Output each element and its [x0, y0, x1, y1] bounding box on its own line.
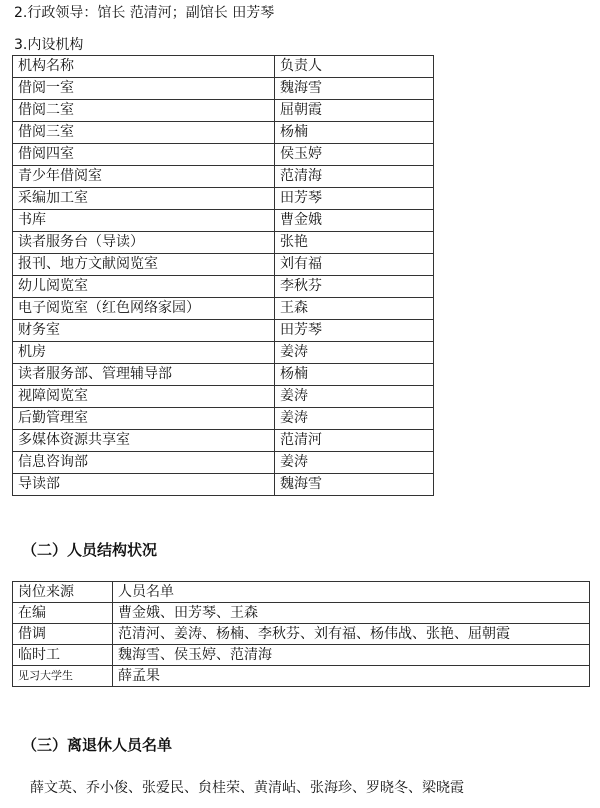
table-cell: 魏海雪 [275, 78, 434, 100]
table-cell: 见习大学生 [13, 666, 113, 687]
table-cell: 临时工 [13, 645, 113, 666]
org-table-row [13, 386, 434, 408]
table-cell: 薛孟果 [113, 666, 590, 687]
org-table-row [13, 342, 434, 364]
table-cell: 借阅二室 [13, 100, 275, 122]
staff-table [12, 581, 590, 687]
table-cell: 姜涛 [275, 342, 434, 364]
retired-staff-heading: （三）离退休人员名单 [22, 736, 173, 754]
table-cell: 借阅三室 [13, 122, 275, 144]
table-cell: 田芳琴 [275, 188, 434, 210]
org-table-row [13, 298, 434, 320]
table-cell: 杨楠 [275, 364, 434, 386]
table-cell: 读者服务台（导读） [13, 232, 275, 254]
table-cell: 借阅一室 [13, 78, 275, 100]
table-cell: 范清河 [275, 430, 434, 452]
table-cell: 刘有福 [275, 254, 434, 276]
org-table-row [13, 100, 434, 122]
column-header: 负责人 [275, 56, 434, 78]
table-cell: 曹金娥、田芳琴、王森 [113, 603, 590, 624]
table-cell: 导读部 [13, 474, 275, 496]
table-cell: 范清河、姜涛、杨楠、李秋芬、刘有福、杨伟战、张艳、屈朝霞 [113, 624, 590, 645]
org-table-header-row [13, 56, 434, 78]
table-cell: 机房 [13, 342, 275, 364]
table-cell: 杨楠 [275, 122, 434, 144]
org-table-row [13, 408, 434, 430]
org-table [12, 55, 434, 496]
org-table-row [13, 364, 434, 386]
org-table-row [13, 166, 434, 188]
org-table-row [13, 144, 434, 166]
table-cell: 魏海雪 [275, 474, 434, 496]
org-table-row [13, 122, 434, 144]
internal-institutions-heading: 3.内设机构 [14, 37, 84, 53]
org-table-row [13, 232, 434, 254]
table-cell: 读者服务部、管理辅导部 [13, 364, 275, 386]
org-table-row [13, 78, 434, 100]
staff-table-header-row [13, 582, 590, 603]
table-cell: 电子阅览室（红色网络家园） [13, 298, 275, 320]
table-cell: 信息咨询部 [13, 452, 275, 474]
table-cell: 姜涛 [275, 408, 434, 430]
table-cell: 视障阅览室 [13, 386, 275, 408]
table-cell: 报刊、地方文献阅览室 [13, 254, 275, 276]
column-header: 岗位来源 [13, 582, 113, 603]
table-cell: 田芳琴 [275, 320, 434, 342]
table-cell: 范清海 [275, 166, 434, 188]
table-cell: 借调 [13, 624, 113, 645]
org-table-row [13, 254, 434, 276]
org-table-row [13, 474, 434, 496]
org-table-row [13, 188, 434, 210]
org-table-row [13, 276, 434, 298]
org-table-row [13, 430, 434, 452]
staff-table-row [13, 603, 590, 624]
table-cell: 姜涛 [275, 452, 434, 474]
staff-table-row [13, 645, 590, 666]
staff-structure-heading: （二）人员结构状况 [22, 541, 158, 559]
table-cell: 借阅四室 [13, 144, 275, 166]
table-cell: 张艳 [275, 232, 434, 254]
table-cell: 多媒体资源共享室 [13, 430, 275, 452]
table-cell: 幼儿阅览室 [13, 276, 275, 298]
table-cell: 李秋芬 [275, 276, 434, 298]
table-cell: 曹金娥 [275, 210, 434, 232]
table-cell: 财务室 [13, 320, 275, 342]
table-cell: 王森 [275, 298, 434, 320]
org-table-row [13, 452, 434, 474]
org-table-row [13, 320, 434, 342]
table-cell: 青少年借阅室 [13, 166, 275, 188]
column-header: 机构名称 [13, 56, 275, 78]
table-cell: 采编加工室 [13, 188, 275, 210]
table-cell: 屈朝霞 [275, 100, 434, 122]
leadership-line: 2.行政领导：馆长 范清河；副馆长 田芳琴 [14, 5, 275, 21]
table-cell: 姜涛 [275, 386, 434, 408]
table-cell: 侯玉婷 [275, 144, 434, 166]
staff-table-row [13, 624, 590, 645]
retired-staff-list: 薛文英、乔小俊、张爱民、贠桂荣、黄清岾、张海珍、罗晓冬、梁晓霞 [30, 780, 464, 796]
table-cell: 后勤管理室 [13, 408, 275, 430]
table-cell: 书库 [13, 210, 275, 232]
table-cell: 魏海雪、侯玉婷、范清海 [113, 645, 590, 666]
table-cell: 在编 [13, 603, 113, 624]
column-header: 人员名单 [113, 582, 590, 603]
org-table-row [13, 210, 434, 232]
staff-table-row [13, 666, 590, 687]
